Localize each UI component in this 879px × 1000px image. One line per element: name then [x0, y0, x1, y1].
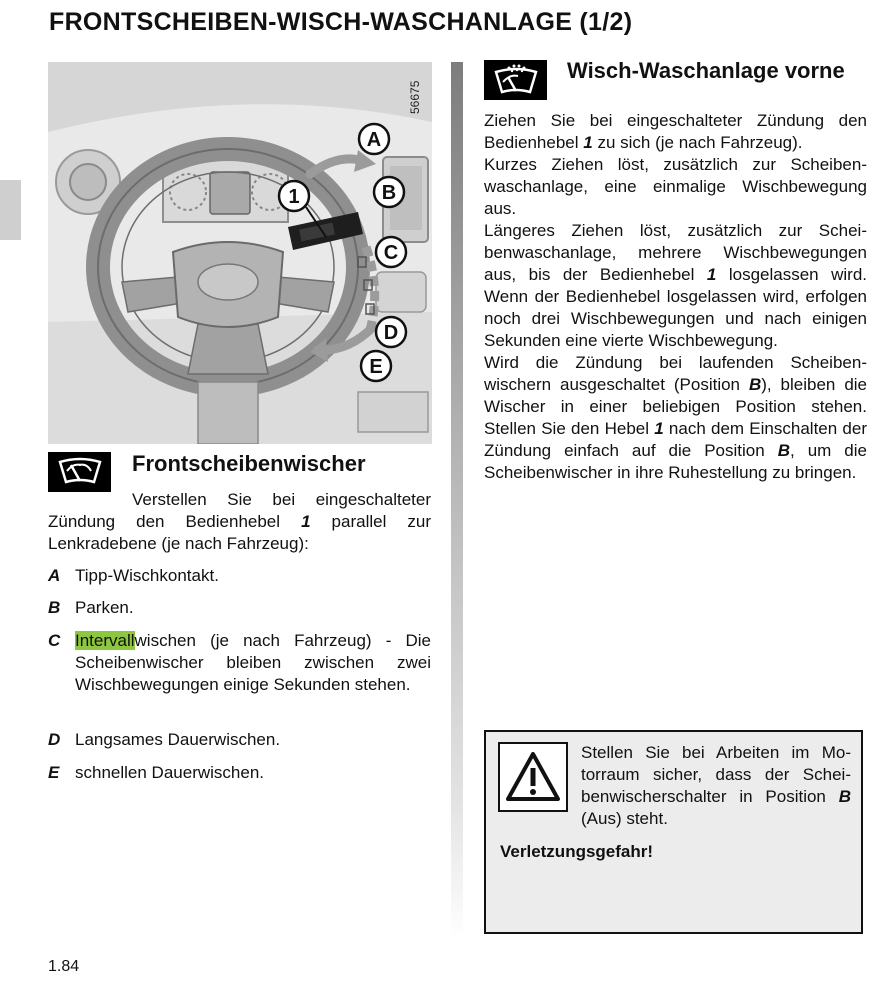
section-title-washer: Wisch-Waschanlage vorne: [567, 58, 845, 83]
washer-text: Kurzes Ziehen löst, zusätzlich zur Scheibenwaschanlage, eine einmalige Wischbewegung aus.: [484, 155, 867, 218]
list-item-text: wischen (je nach Fahrzeug) - Die Scheibenwischer bleiben zwischen zwei Wischbewegungen einige Sekunden stehen.: [75, 631, 431, 694]
page-number: 1.84: [48, 958, 80, 975]
windscreen-wiper-icon: [48, 452, 111, 492]
steering-wheel-illustration: [48, 62, 432, 444]
search-highlight: Intervall: [75, 631, 135, 650]
lever-ref: 1: [706, 265, 717, 284]
washer-body: [484, 110, 867, 484]
position-ref: B: [777, 441, 790, 460]
warning-danger: Verletzungsgefahr!: [500, 842, 654, 861]
windscreen-washer-icon: [484, 60, 547, 100]
warning-text-part: (Aus) steht.: [581, 809, 668, 828]
page-title: FRONTSCHEIBEN-WISCH-WASCHANLAGE (1/2): [49, 8, 633, 36]
column-divider: [451, 62, 463, 940]
list-item: [48, 597, 431, 619]
position-ref: B: [838, 787, 851, 806]
list-item-letter: D: [48, 730, 61, 749]
wiper-intro: [48, 489, 431, 555]
washer-text: Längeres Ziehen löst, zusätzlich zur Scheibenwaschanlage, mehrere Wischbewegungen aus, bis der Bedienhebel: [484, 221, 867, 284]
list-item: [48, 762, 431, 784]
lever-ref: 1: [301, 512, 311, 531]
warning-text: [581, 742, 851, 830]
list-item-text: schnellen Dauerwischen.: [75, 763, 264, 782]
washer-text: , um die Scheibenwischer in ihre Ruhestellung zu bringen.: [484, 441, 867, 482]
list-item-letter: A: [48, 566, 61, 585]
list-item-text: Tipp-Wischkontakt.: [75, 566, 219, 585]
warning-triangle-icon: [498, 742, 568, 812]
list-item-letter: E: [48, 763, 60, 782]
lever-ref: 1: [654, 419, 664, 438]
warning-box: [484, 730, 863, 934]
list-item: [48, 565, 431, 587]
callout-1: 1: [288, 186, 300, 208]
callout-b: B: [381, 182, 397, 204]
figure-number: 56675: [408, 80, 422, 114]
callout-a: A: [366, 129, 382, 151]
position-ref: B: [748, 375, 762, 394]
list-item-letter: B: [48, 598, 61, 617]
washer-text: ), bleiben die Wischer in einer beliebigen Position stehen. Stellen Sie den Hebel: [484, 375, 868, 438]
section-title-wiper: Frontscheibenwischer: [132, 451, 366, 476]
callout-c: C: [383, 242, 399, 264]
list-item: [48, 630, 431, 696]
list-item-text: Parken.: [75, 598, 134, 617]
washer-text: Wird die Zündung bei laufenden Scheibenwischern ausgeschaltet (Position: [484, 353, 867, 394]
washer-text: zu sich (je nach Fahrzeug).: [592, 133, 803, 152]
warning-text-part: Stellen Sie bei Arbeiten im Motorraum sicher, dass der Scheibenwischerschalter in Position: [581, 743, 851, 806]
wiper-intro-text-1: Verstellen Sie bei eingeschalteter Zündung den Bedienhebel: [48, 490, 431, 531]
list-item-text: Langsames Dauerwischen.: [75, 730, 281, 749]
washer-text: losgelassen wird. Wenn der Bedienhebel losgelassen wird, erfolgen noch drei Wischbewegungen und nach einigen Sekunden eine vierte Wischbewegung.: [484, 265, 867, 350]
wiper-intro-text-2: parallel zur Lenkradebene (je nach Fahrzeug):: [48, 512, 431, 553]
list-item-letter: C: [48, 631, 61, 650]
callout-e: E: [369, 356, 383, 378]
callout-d: D: [383, 322, 399, 344]
washer-text: Ziehen Sie bei eingeschalteter Zündung den Bedienhebel: [484, 111, 867, 152]
washer-text: nach dem Einschalten der Zündung einfach auf die Position: [484, 419, 867, 460]
list-item: [48, 729, 431, 751]
lever-ref: 1: [583, 133, 593, 152]
chapter-tab: [0, 180, 21, 240]
